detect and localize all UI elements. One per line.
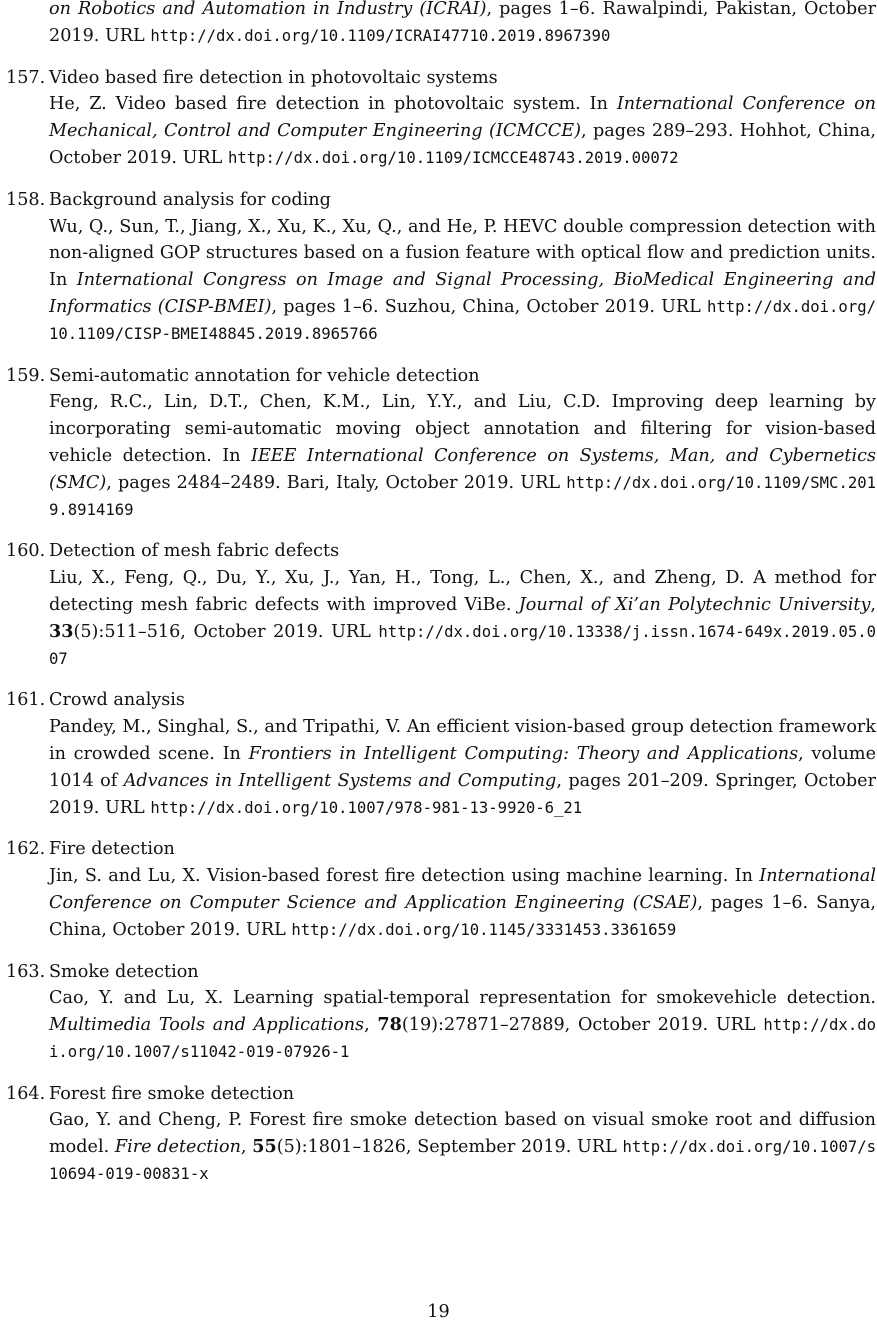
reference-163 <box>6 959 876 1066</box>
reference-topic: Smoke detection <box>49 961 199 982</box>
reference-venue: International Conference on Mechanical, Control and Computer Engineering (ICMCCE) <box>49 94 876 142</box>
reference-topic: Video based fire detection in photovoltaic systems <box>49 67 498 88</box>
reference-url[interactable]: http://dx.doi.org/10.1109/ICRAI47710.2019.8967390 <box>150 26 611 45</box>
reference-citation <box>49 1107 876 1187</box>
reference-url[interactable]: http://dx.doi.org/10.13338/j.issn.1674-649x.2019.05.007 <box>49 622 876 668</box>
reference-details: , pages 1–6. Rawalpindi, Pakistan, October 2019. URL <box>49 0 877 46</box>
reference-venue: on Robotics and Automation in Industry (ICRAI) <box>49 0 487 19</box>
reference-citation <box>49 91 876 171</box>
reference-number: 157. <box>6 67 46 88</box>
reference-volume: 55 <box>252 1136 277 1158</box>
reference-topic: Detection of mesh fabric defects <box>49 541 340 562</box>
reference-number: 164. <box>6 1083 46 1104</box>
reference-details: , pages 289–293. Hohhot, China, October 2019. URL <box>49 121 876 168</box>
reference-topic: Background analysis for coding <box>49 189 331 210</box>
reference-details: (5):511–516, October 2019. URL <box>73 621 379 642</box>
reference-details: (5):1801–1826, September 2019. URL <box>276 1137 623 1158</box>
reference-url[interactable]: http://dx.doi.org/10.1007/978-981-13-9920-6_21 <box>150 798 583 817</box>
reference-159 <box>6 363 876 524</box>
reference-citation <box>49 863 876 943</box>
reference-164 <box>6 1081 876 1188</box>
reference-162 <box>6 836 876 943</box>
page-number: 19 <box>427 1302 450 1322</box>
reference-authors-title: Gao, Y. and Cheng, P. Forest fire smoke detection based on visual smoke root and diffusion model. <box>49 1110 876 1158</box>
reference-authors-title: Feng, R.C., Lin, D.T., Chen, K.M., Lin, Y.Y., and Liu, C.D. Improving deep learning by incorporating semi-automatic moving object annotation and filtering for vision-based vehicle detection. In <box>49 392 876 466</box>
reference-topic: Fire detection <box>49 839 175 860</box>
reference-161 <box>6 687 876 821</box>
reference-details: , pages 1–6. Sanya, China, October 2019. URL <box>49 892 877 940</box>
reference-authors-title: Jin, S. and Lu, X. Vision-based forest fire detection using machine learning. In <box>49 866 760 887</box>
reference-url[interactable]: http://dx.doi.org/10.1109/CISP-BMEI48845.2019.8965766 <box>49 297 876 343</box>
reference-citation <box>49 714 876 821</box>
reference-url[interactable]: http://dx.doi.org/10.1007/s11042-019-07926-1 <box>49 1016 876 1061</box>
reference-topic: Crowd analysis <box>49 690 185 711</box>
reference-number: 163. <box>6 961 46 982</box>
reference-number: 161. <box>6 690 46 711</box>
reference-url[interactable]: http://dx.doi.org/10.1109/SMC.2019.8914169 <box>49 473 876 519</box>
reference-venue: International Conference on Computer Science and Application Engineering (CSAE) <box>49 866 876 913</box>
reference-citation <box>49 214 876 348</box>
reference-topic: Forest fire smoke detection <box>49 1083 295 1104</box>
reference-continued <box>6 0 876 50</box>
reference-details: , <box>240 1137 253 1158</box>
reference-citation <box>49 985 876 1065</box>
reference-details: , pages 201–209. Springer, October 2019. URL <box>49 770 876 818</box>
reference-volume: 33 <box>49 620 74 642</box>
reference-158 <box>6 187 876 348</box>
reference-list <box>6 0 876 1203</box>
reference-authors-title: Cao, Y. and Lu, X. Learning spatial-temporal representation for smokevehicle detection. <box>49 988 876 1009</box>
reference-number: 160. <box>6 541 46 562</box>
reference-citation <box>49 565 876 672</box>
reference-authors-title: Pandey, M., Singhal, S., and Tripathi, V. An efficient vision-based group detection framework in crowded scene. In <box>49 717 876 764</box>
reference-venue: Multimedia Tools and Applications <box>49 1015 365 1036</box>
reference-details: (19):27871–27889, October 2019. URL <box>401 1015 764 1036</box>
reference-venue: International Congress on Image and Signal Processing, BioMedical Engineering and Informatics (CISP-BMEI) <box>49 270 876 317</box>
reference-number: 162. <box>6 839 46 860</box>
reference-url[interactable]: http://dx.doi.org/10.1145/3331453.3361659 <box>291 920 677 939</box>
reference-url[interactable]: http://dx.doi.org/10.1007/s10694-019-00831-x <box>49 1138 877 1184</box>
reference-authors-title: Wu, Q., Sun, T., Jiang, X., Xu, K., Xu, Q., and He, P. HEVC double compression detection with non-aligned GOP structures based on a fusion feature with optical flow and prediction units. In <box>49 216 876 291</box>
reference-volume: 78 <box>377 1014 402 1036</box>
reference-topic: Semi-automatic annotation for vehicle detection <box>49 365 480 386</box>
reference-venue: IEEE International Conference on Systems, Man, and Cybernetics (SMC) <box>49 445 876 493</box>
reference-details: , pages 2484–2489. Bari, Italy, October 2019. URL <box>106 472 567 493</box>
reference-series: Advances in Intelligent Systems and Computing <box>123 770 557 791</box>
reference-url[interactable]: http://dx.doi.org/10.1109/ICMCCE48743.2019.00072 <box>227 148 679 167</box>
reference-number: 159. <box>6 365 46 386</box>
reference-venue: Fire detection <box>114 1137 241 1158</box>
reference-details: , <box>870 594 876 615</box>
reference-number: 158. <box>6 189 46 210</box>
reference-details: , <box>364 1015 378 1036</box>
reference-157 <box>6 65 876 172</box>
reference-venue: Frontiers in Intelligent Computing: Theory and Applications <box>248 743 799 764</box>
reference-details: , volume 1014 of <box>49 743 876 791</box>
reference-details: , pages 1–6. Suzhou, China, October 2019. URL <box>271 296 707 317</box>
reference-venue: Journal of Xi’an Polytechnic University <box>518 594 871 615</box>
reference-citation <box>49 389 876 523</box>
reference-160 <box>6 538 876 672</box>
reference-authors-title: He, Z. Video based fire detection in photovoltaic system. In <box>49 94 617 115</box>
reference-authors-title: Liu, X., Feng, Q., Du, Y., Xu, J., Yan, H., Tong, L., Chen, X., and Zheng, D. A method for detecting mesh fabric defects with improved ViBe. <box>49 568 876 615</box>
